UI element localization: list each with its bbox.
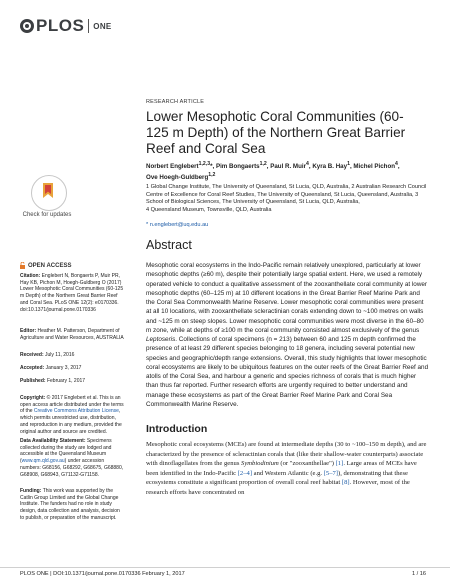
open-access-label: OPEN ACCESS [28, 262, 72, 269]
open-lock-icon [20, 262, 25, 269]
logo-text: PLOS [36, 16, 85, 35]
abstract-text [146, 261, 429, 409]
introduction-heading: Introduction [146, 423, 208, 435]
article-title: Lower Mesophotic Coral Communities (60-125 m Depth) of the Northern Great Barrier Reef and Coral Sea [146, 109, 406, 156]
intro-genus: Symbiodinium [241, 460, 279, 468]
affiliation-line: 1 Global Change Institute, The University of Queensland, St Lucia, QLD, Australia, 2 Australian Research Council Centre of Excellence for Coral Reef Studies, The University of Queensland, St Lucia, Queensland, Australia, 3 School of Biological Sciences, The University of Queensland, St Lucia, QLD, Australia, [146, 184, 427, 206]
copyright-text: , which permits unrestricted use, distribution, and reproduction in any medium, provided the original author and source are credited. [20, 408, 122, 435]
open-access-badge [20, 262, 71, 269]
affiliations [146, 184, 436, 214]
author-list: Norbert Englebert$^{1,2,3}$*, Pim Bongaerts$^{1,2}$, Paul R. Muir$^4$, Kyra B. Hay$^1$, Michel Pichon$^4$, Ove Hoegh-Guldberg$^{1,2}$ [146, 161, 400, 182]
author-sup: 4 [395, 161, 398, 167]
author[interactable]: Paul R. Muir [270, 163, 306, 171]
check-for-updates-label[interactable]: Check for updates [22, 212, 72, 218]
check-for-updates-badge[interactable] [31, 175, 67, 211]
funding-block [20, 488, 125, 522]
editor-block [20, 328, 125, 341]
abstract-part: . Collections of coral specimens (n = 213) between 60 and 125 m depth confirmed the presence of at least 29 different species belonging to 18 genera, including several potential new species and geographic/depth range extensions. Overall, this study highlights that lower mesophotic coral ecosystems are likely to be ubiquitous features on the outer reefs of the Great Barrier Reef and atolls of the Coral Sea, and harbour a generic and species richness of corals that is much higher than thus far reported. Further research efforts are urgently required to better understand and manage these ecosystems as part of the Great Barrier Reef Marine Park and Coral Sea Commonwealth Marine Reserve. [146, 336, 429, 408]
data-availability-label: Data Availability Statement: [20, 438, 86, 444]
received-date: July 11, 2016 [45, 352, 75, 358]
reference-link[interactable]: [8] [341, 479, 350, 487]
abstract-part: Mesophotic coral ecosystems in the Indo-Pacific remain relatively unexplored, particularly at lower mesophotic depths (≥60 m), despite their potentially large spatial extent. Here, we used a remotely operated vehicle to conduct a qualitative assessment of the zooxanthellate coral community at lower mesophotic depths (60–125 m) at 10 different locations in the Great Barrier Reef Marine Park and the Coral Sea Commonwealth Marine Reserve. Lower mesophotic coral communities were present at all 10 locations, with zooxanthellate scleractinian corals extending down to ~100 metres on walls and ~125 m on steep slopes. Lower mesophotic coral communities were most diverse in the 60–80 m zone, while at depths of ≥100 m the coral community consisted almost exclusively of the genus [146, 262, 428, 334]
author-sup: 1 [347, 161, 350, 167]
introduction-text [146, 440, 429, 498]
data-availability-text: Specimens collected during the study are lodged and accessible at the Queensland Museum ( [20, 438, 112, 465]
author[interactable]: Kyra B. Hay [312, 163, 348, 171]
abstract-heading: Abstract [146, 238, 192, 252]
author[interactable]: Pim Bongaerts [215, 163, 260, 171]
bookmark-icon [41, 182, 55, 200]
intro-part: ), demonstrating that these ecosystems constitute a significant proportion of overall coral reef habitat [146, 469, 408, 487]
footer-citation: PLOS ONE | DOI:10.1371/journal.pone.0170336 February 1, 2017 [20, 571, 185, 577]
accepted-label: Accepted: [20, 365, 45, 371]
copyright-text: © 2017 Englebert et al. This is an open access article distributed under the terms of the [20, 395, 124, 415]
intro-part: and Western Atlantic (e.g. [252, 469, 324, 477]
page-number: 1 / 16 [412, 571, 426, 577]
funding-text: This work was supported by the Catlin Group Limited and the Global Change Institute. The funders had no role in study design, data collection and analysis, decision to publish, or preparation of the manuscript. [20, 488, 120, 521]
accepted-date: January 3, 2017 [45, 365, 82, 371]
published-label: Published: [20, 378, 46, 384]
published-date: February 1, 2017 [46, 378, 86, 384]
citation-label: Citation: [20, 273, 41, 279]
author[interactable]: Michel Pichon [353, 163, 396, 171]
editor-text: Heather M. Patterson, Department of Agriculture and Water Resources, AUSTRALIA [20, 328, 124, 341]
citation-block [20, 273, 125, 313]
author-sup: 4 [306, 161, 309, 167]
received-block [20, 352, 125, 359]
reference-link[interactable]: [1] [335, 460, 344, 468]
reference-link[interactable]: [5–7] [323, 469, 339, 477]
funding-label: Funding: [20, 488, 42, 494]
copyright-label: Copyright: [20, 395, 46, 401]
intro-part: . Large areas of MCEs have been identified in the Indo-Pacific [146, 460, 417, 477]
abstract-genus: Leptoseris [146, 336, 176, 343]
corresponding-email[interactable]: * n.englebert@uq.edu.au [146, 222, 209, 228]
author-sup: 1,2,3 [198, 161, 211, 167]
editor-label: Editor: [20, 328, 37, 334]
reference-link[interactable]: [2–4] [237, 469, 253, 477]
intro-part: Mesophotic coral ecosystems (MCEs) are found at intermediate depths (30 to ~100–150 m depth), and are characterized by the presence of scleractinian corals that (like their shallow-water counterparts) associate with dinoflagellates from the genus [146, 441, 427, 468]
affiliation-line: 4 Queensland Museum, Townsville, QLD, Australia [146, 206, 272, 213]
author-sup: 1,2 [259, 161, 267, 167]
footer-divider [0, 567, 450, 568]
article-type: RESEARCH ARTICLE [146, 99, 205, 105]
intro-part: (or "zooxanthellae") [278, 460, 336, 468]
license-link[interactable]: Creative Commons Attribution License [33, 408, 119, 415]
author[interactable]: Norbert Englebert [146, 163, 199, 171]
author-sup: 1,2 [208, 172, 216, 179]
intro-part: . However, most of the research efforts have concentrated on [146, 479, 410, 496]
plos-logo-icon [20, 19, 34, 33]
data-availability-text: ) under accession numbers: G68156, G68292, G68675, G68880, G68908, G68943, G71132-G71158. [20, 458, 124, 478]
museum-link[interactable]: www.qm.qld.gov.au [21, 458, 65, 465]
author[interactable]: Ove Hoegh-Guldberg [146, 174, 209, 182]
accepted-block [20, 365, 125, 372]
received-label: Received: [20, 352, 44, 358]
data-availability-block [20, 438, 125, 478]
published-block [20, 378, 125, 385]
journal-name: ONE [93, 21, 112, 31]
copyright-block [20, 395, 125, 435]
plos-one-logo [20, 13, 112, 39]
logo-separator [88, 19, 89, 33]
citation-text: Englebert N, Bongaerts P, Muir PR, Hay KB, Pichon M, Hoegh-Guldberg O (2017) Lower Mesophotic Coral Communities (60-125 m Depth) of the Northern Great Barrier Reef and Coral Sea. PLoS ONE 12(2): e0170336. doi:10.1371/journal.pone.0170336 [20, 273, 124, 313]
